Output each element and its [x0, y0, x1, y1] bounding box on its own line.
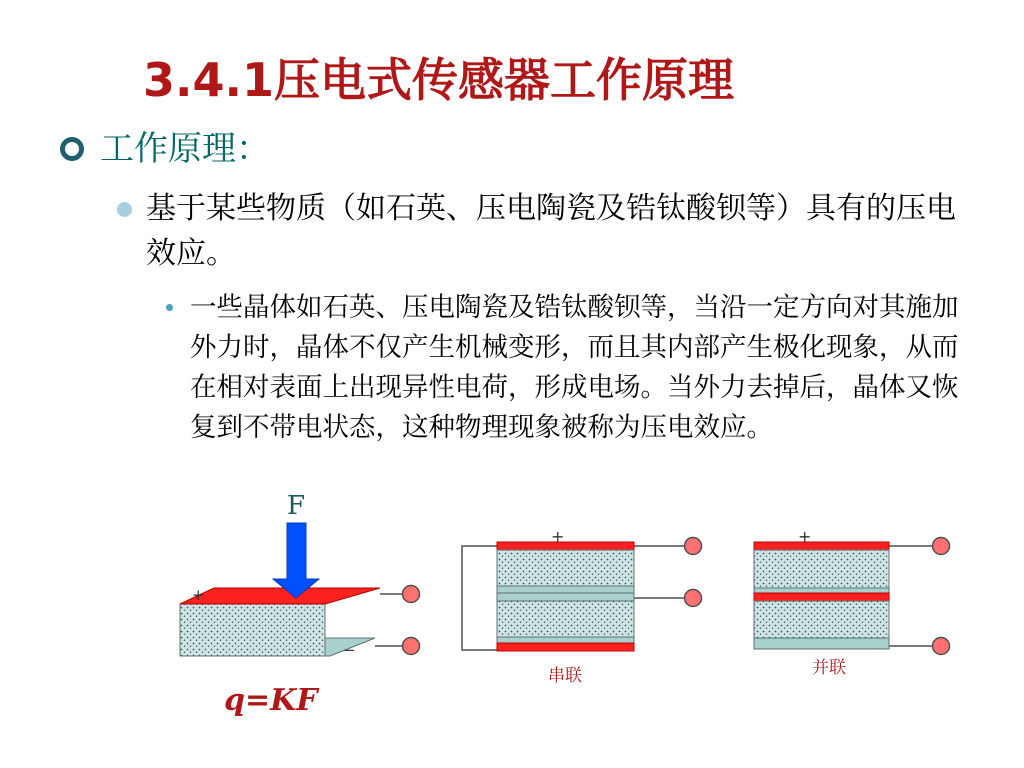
single-crystal-figure	[180, 491, 420, 659]
series-top-electrode	[497, 542, 634, 550]
formula-label: q=KF	[224, 683, 318, 718]
parallel-label: 并联	[812, 658, 846, 678]
series-label: 串联	[548, 666, 582, 686]
level1-heading: 工作原理：	[100, 129, 270, 169]
plus-sign: +	[551, 527, 565, 546]
plus-sign: +	[192, 586, 205, 604]
level3-text: 一些晶体如石英、压电陶瓷及锆钛酸钡等，当沿一定方向对其施加外力时，晶体不仅产生机械变形，而且其内部产生极化现象，从而在相对表面上出现异性电荷，形成电场。当外力去掉后，晶体又恢复到不带电状态，这种物理现象被称为压电效应。	[190, 292, 959, 443]
series-plate	[497, 593, 634, 601]
terminal-icon	[403, 638, 420, 655]
parallel-crystal-lower	[754, 601, 889, 638]
series-plate	[497, 637, 634, 643]
parallel-top-electrode	[754, 542, 889, 550]
terminal-icon	[403, 586, 420, 603]
parallel-plate	[754, 588, 889, 593]
force-arrow-icon	[273, 523, 319, 598]
top-electrode	[180, 588, 380, 604]
crystal-block	[180, 604, 325, 656]
level2-text: 基于某些物质（如石英、压电陶瓷及锆钛酸钡等）具有的压电效应。	[146, 191, 956, 271]
parallel-mid-electrode	[754, 593, 889, 601]
series-loop-wire	[462, 546, 497, 650]
parallel-connection-figure	[754, 527, 950, 678]
force-label: F	[286, 491, 306, 521]
terminal-icon	[685, 538, 702, 555]
terminal-icon	[685, 590, 702, 607]
series-connection-figure	[462, 527, 702, 686]
plus-sign: +	[798, 527, 812, 546]
slide-title: 3.4.1压电式传感器工作原理	[143, 53, 734, 107]
series-crystal-lower	[497, 601, 634, 637]
parallel-bottom-plate	[754, 638, 889, 649]
terminal-icon	[933, 638, 950, 655]
minus-sign: −	[343, 641, 356, 659]
series-crystal-upper	[497, 550, 634, 586]
series-plate	[497, 586, 634, 593]
terminal-icon	[933, 538, 950, 555]
parallel-crystal-upper	[754, 550, 889, 588]
series-bottom-electrode	[497, 643, 634, 651]
